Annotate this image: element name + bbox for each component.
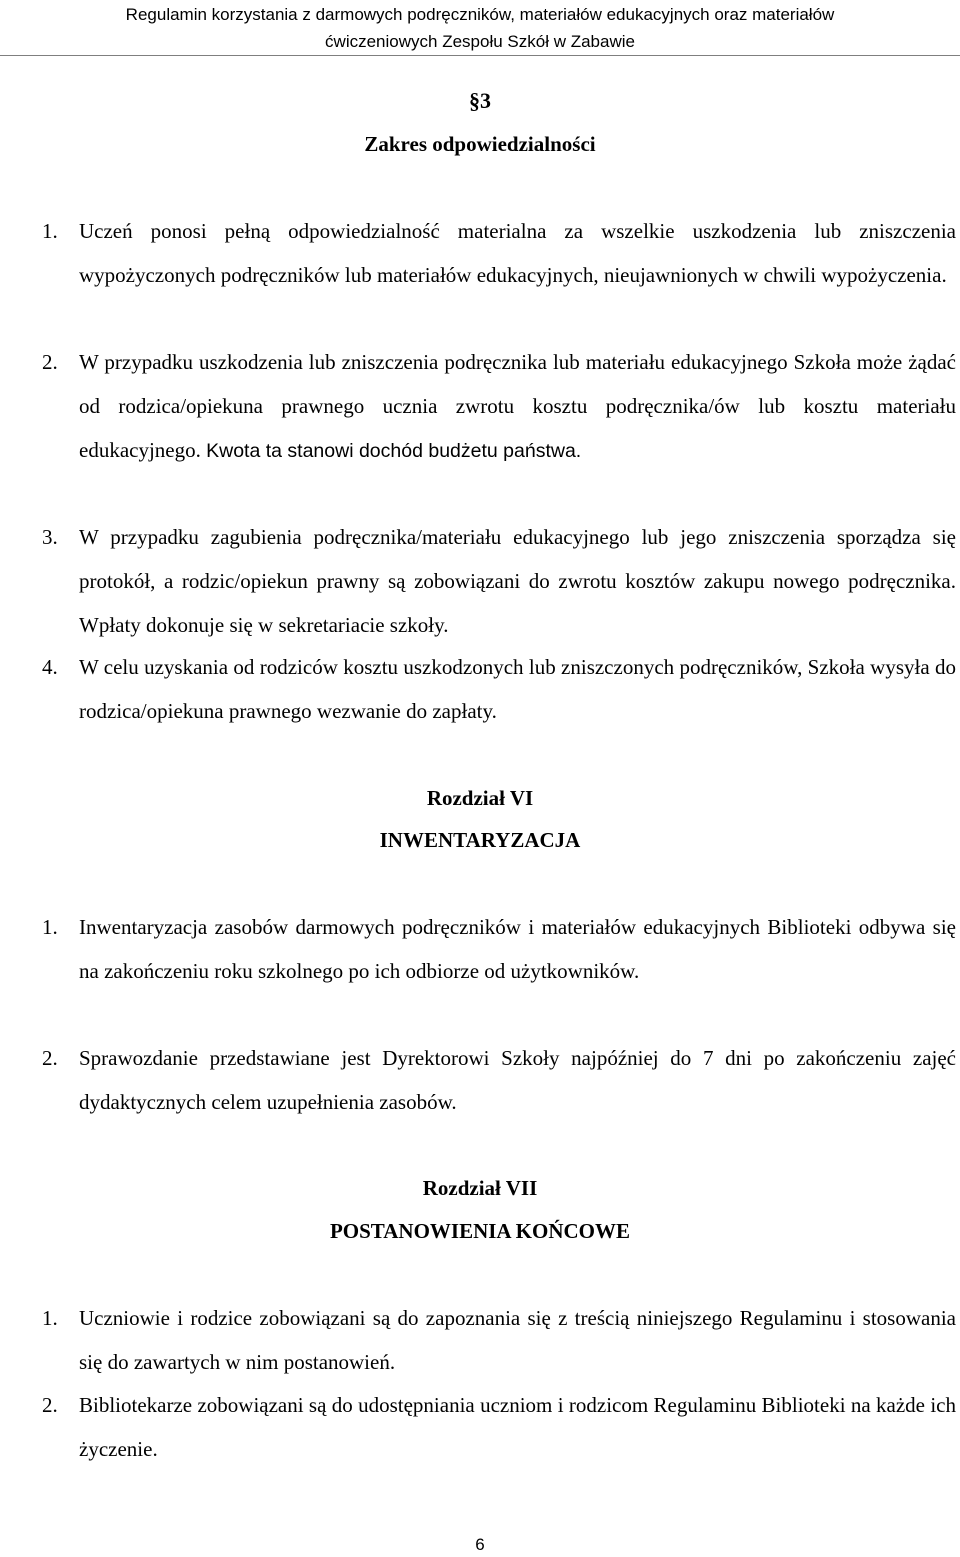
item-text: W celu uzyskania od rodziców kosztu uszkodzonych lub zniszczonych podręczników, Szkoła wysyła do rodzica/opiekuna prawnego wezwanie do zapłaty. xyxy=(79,655,956,723)
item-text-part: W przypadku uszkodzenia lub zniszczenia podręcznika lub materiału edukacyjnego Szkoła może żądać od rodzica/opiekuna prawnego ucznia zwrotu kosztu podręcznika/ów lub kosztu materiału edukacyjnego. xyxy=(79,350,956,462)
page-header xyxy=(0,0,960,56)
item-number: 1. xyxy=(42,915,58,939)
section-sign: §3 xyxy=(469,88,491,113)
item-number: 2. xyxy=(42,1046,58,1070)
list-item xyxy=(42,1296,956,1384)
item-number: 2. xyxy=(42,1393,58,1417)
item-number: 2. xyxy=(42,350,58,374)
item-text-part: Kwota ta stanowi dochód budżetu państwa. xyxy=(206,440,582,462)
header-line-1: Regulamin korzystania z darmowych podręczników, materiałów edukacyjnych oraz materiałów xyxy=(125,5,835,24)
page-number: 6 xyxy=(475,1535,485,1554)
list-item xyxy=(42,905,956,993)
list-item xyxy=(42,1036,956,1124)
item-number: 1. xyxy=(42,219,58,243)
item-text: Uczniowie i rodzice zobowiązani są do zapoznania się z treścią niniejszego Regulaminu i stosowania się do zawartych w nim postanowień. xyxy=(79,1306,956,1374)
list-item xyxy=(42,1383,956,1471)
item-number: 3. xyxy=(42,525,58,549)
item-text xyxy=(79,340,956,473)
chapter-title: INWENTARYZACJA xyxy=(379,828,581,852)
list-item xyxy=(42,209,956,297)
item-number: 1. xyxy=(42,1306,58,1330)
item-text: W przypadku zagubienia podręcznika/materiału edukacyjnego lub jego zniszczenia sporządza się protokół, a rodzic/opiekun prawny są zobowiązani do zwrotu kosztów zakupu nowego podręcznika. Wpłaty dokonuje się w sekretariacie szkoły. xyxy=(79,525,956,637)
item-text: Sprawozdanie przedstawiane jest Dyrektorowi Szkoły najpóźniej do 7 dni po zakończeniu zajęć dydaktycznych celem uzupełnienia zasobów. xyxy=(79,1046,956,1114)
section-title: Zakres odpowiedzialności xyxy=(364,132,596,156)
chapter-title: POSTANOWIENIA KOŃCOWE xyxy=(329,1219,631,1243)
chapter-label: Rozdział VII xyxy=(422,1176,538,1200)
item-text: Uczeń ponosi pełną odpowiedzialność materialna za wszelkie uszkodzenia lub zniszczenia wypożyczonych podręczników lub materiałów edukacyjnych, nieujawnionych w chwili wypożyczenia. xyxy=(79,219,956,287)
item-text: Bibliotekarze zobowiązani są do udostępniania uczniom i rodzicom Regulaminu Biblioteki na każde ich życzenie. xyxy=(79,1393,956,1461)
chapter-label: Rozdział VI xyxy=(426,786,534,810)
header-line-2: ćwiczeniowych Zespołu Szkół w Zabawie xyxy=(325,32,635,51)
list-item xyxy=(42,340,956,473)
item-text: Inwentaryzacja zasobów darmowych podręczników i materiałów edukacyjnych Biblioteki odbywa się na zakończeniu roku szkolnego po ich odbiorze od użytkowników. xyxy=(79,915,956,983)
item-number: 4. xyxy=(42,655,58,679)
list-item xyxy=(42,515,956,647)
section-number: 3 xyxy=(480,88,491,113)
list-item xyxy=(42,645,956,733)
